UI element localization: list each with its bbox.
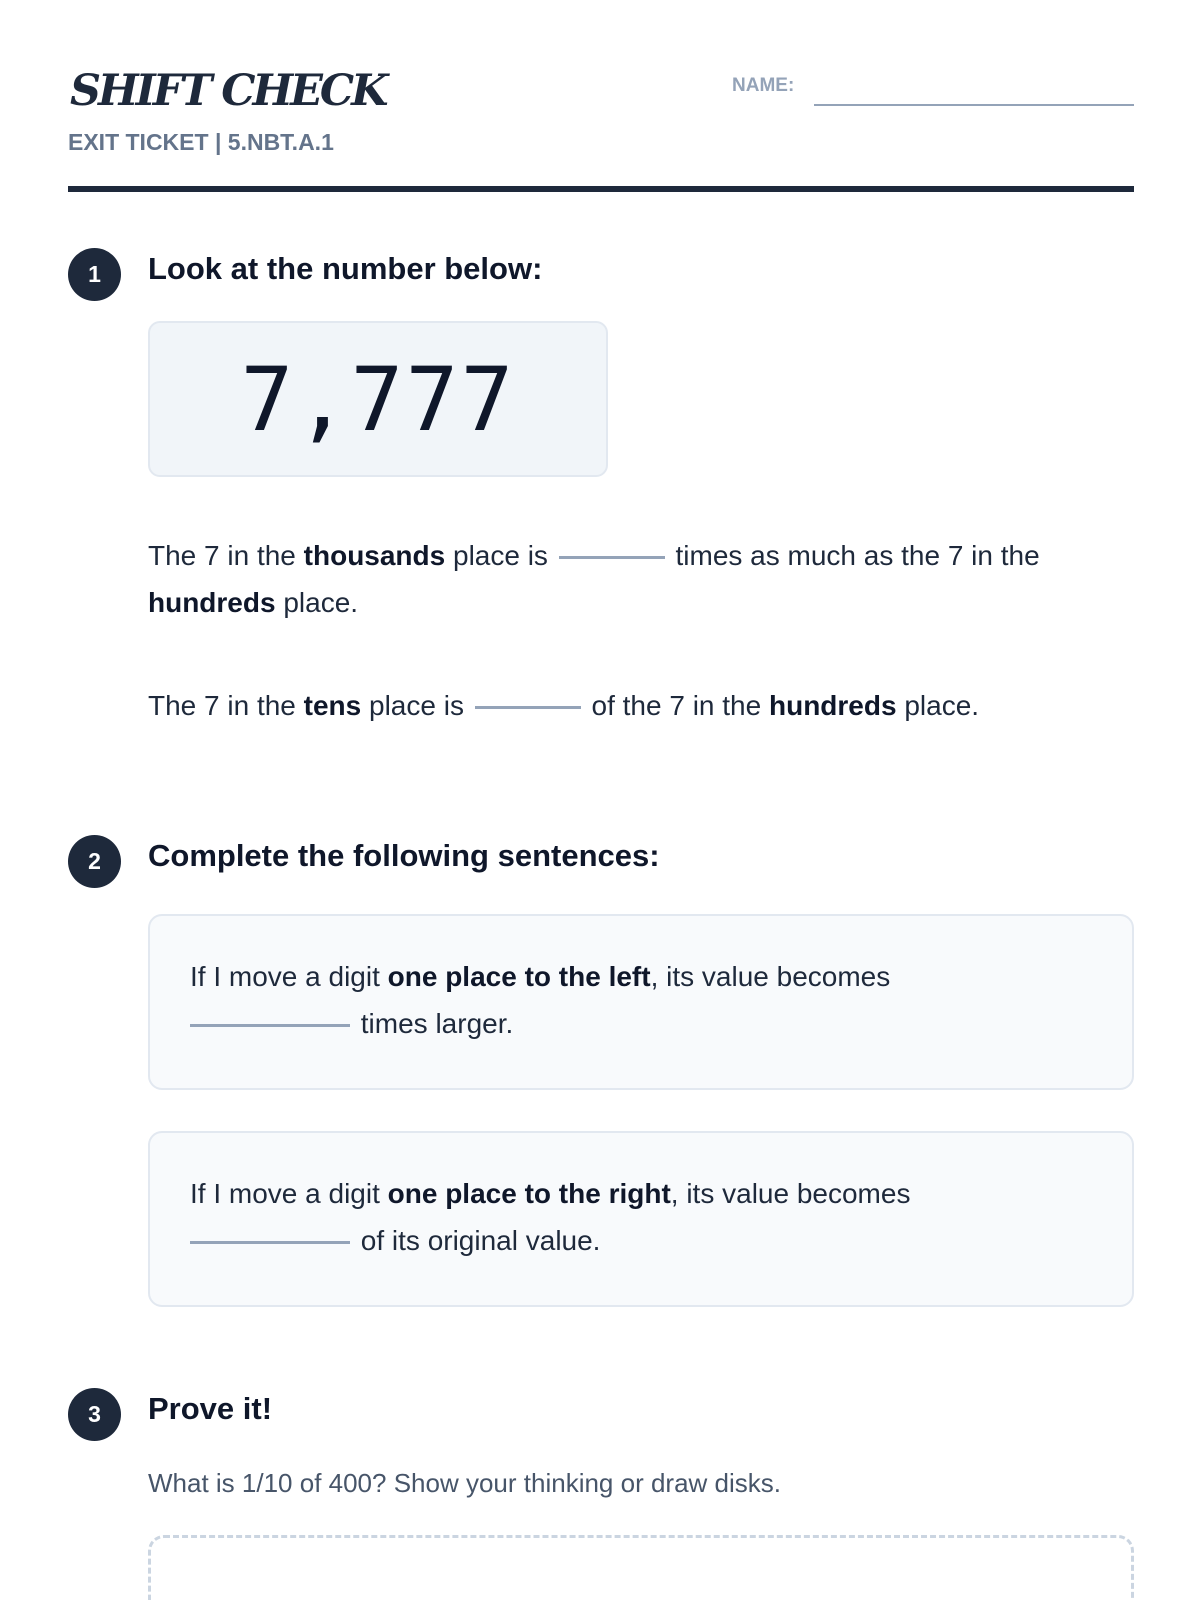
header-divider (68, 186, 1134, 192)
question-2-badge: 2 (68, 835, 121, 888)
card-right-text (190, 1170, 1090, 1264)
card2-bold: one place to the right (387, 1178, 671, 1209)
worksheet-title: SHIFT CHECK (70, 66, 386, 116)
name-label: NAME: (732, 75, 795, 96)
q1-s1-bold-hundreds: hundreds (148, 587, 276, 618)
q1-s2-bold-hundreds: hundreds (768, 690, 897, 721)
question-3-heading: Prove it! (148, 1391, 273, 1426)
card1-text-c: , its value becomes (650, 961, 891, 992)
sentence-card-left (148, 914, 1134, 1090)
q1-s2-text-a: The 7 in the (148, 690, 304, 721)
q1-s1-text-f: place. (275, 587, 359, 618)
sentence-card-right (148, 1131, 1134, 1307)
card1-answer-blank[interactable] (190, 1024, 350, 1027)
display-number: 7,777 (240, 347, 516, 451)
name-field[interactable] (814, 104, 1134, 106)
card2-answer-blank[interactable] (190, 1241, 350, 1244)
question-3-badge: 3 (68, 1388, 121, 1441)
q1-sentence-1 (148, 532, 1138, 626)
card-left-text (190, 953, 1090, 1047)
question-3-prompt: What is 1/10 of 400? Show your thinking or draw disks. (148, 1468, 781, 1498)
work-area[interactable] (148, 1535, 1134, 1600)
question-1-heading: Look at the number below: (148, 251, 543, 286)
card1-text-d: times larger. (353, 1008, 514, 1039)
worksheet-subtitle: EXIT TICKET | 5.NBT.A.1 (68, 129, 334, 155)
q1-s1-answer-blank[interactable] (559, 556, 665, 559)
worksheet-header (68, 0, 1134, 195)
q1-s1-text-c: place is (445, 540, 556, 571)
card2-text-a: If I move a digit (190, 1178, 388, 1209)
card1-text-a: If I move a digit (190, 961, 388, 992)
card2-text-d: of its original value. (353, 1225, 601, 1256)
q1-s2-answer-blank[interactable] (475, 706, 581, 709)
q1-s2-bold-tens: tens (303, 690, 362, 721)
q1-s2-text-c: place is (361, 690, 472, 721)
question-1-badge: 1 (68, 248, 121, 301)
card1-bold: one place to the left (387, 961, 651, 992)
number-display (148, 321, 608, 477)
q1-s1-text-d: times as much as the 7 in the (667, 540, 1040, 571)
q1-s2-text-f: place. (896, 690, 980, 721)
q1-s1-bold-thousands: thousands (303, 540, 446, 571)
q1-sentence-2 (148, 682, 1138, 729)
q1-s2-text-d: of the 7 in the (583, 690, 769, 721)
q1-s1-text-a: The 7 in the (148, 540, 304, 571)
card2-text-c: , its value becomes (670, 1178, 911, 1209)
question-2-heading: Complete the following sentences: (148, 838, 660, 873)
worksheet-page (68, 0, 1134, 1600)
